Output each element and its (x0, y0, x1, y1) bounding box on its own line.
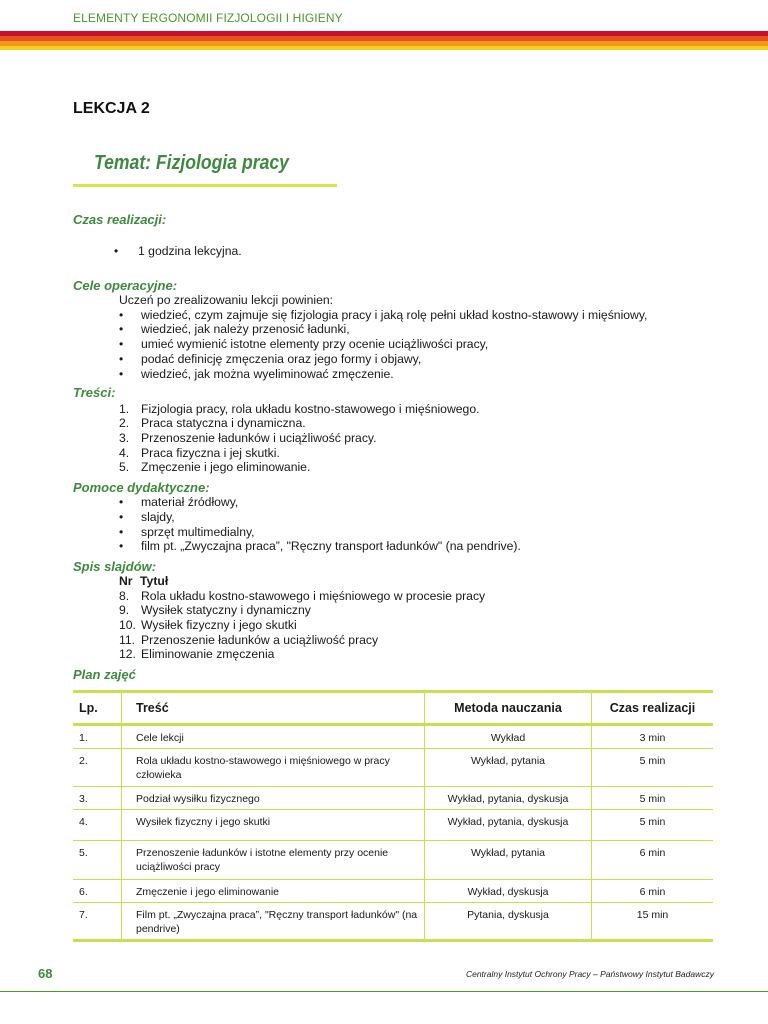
lesson-number: LEKCJA 2 (73, 100, 150, 117)
cell-lp: 6. (79, 886, 88, 898)
section-heading-tresci: Treści: (73, 385, 116, 400)
cell-czas: 3 min (592, 725, 714, 749)
table-row (73, 903, 713, 941)
cele-intro: Uczeń po zrealizowaniu lekcji powinien: (119, 293, 334, 307)
table-row (73, 810, 713, 841)
cell-metoda: Wykład, dyskusja (425, 880, 592, 903)
cell-tresc: Wysiłek fizyczny i jego skutki (122, 810, 425, 841)
section-heading-czas: Czas realizacji: (73, 212, 167, 227)
cell-tresc: Film pt. „Zwyczajna praca”, "Ręczny transport ładunków" (na pendrive) (122, 903, 425, 941)
col-header-lp: Lp. (79, 701, 98, 715)
cell-metoda: Wykład, pytania, dyskusja (425, 810, 592, 841)
footer-rule (0, 991, 768, 992)
list-number: 2. (119, 416, 130, 430)
cell-czas: 6 min (592, 841, 714, 880)
list-item: Wysiłek statyczny i dynamiczny (141, 603, 311, 617)
list-item: Fizjologia pracy, rola układu kostno-stawowego i mięśniowego. (141, 402, 480, 416)
table-row (73, 725, 713, 749)
cell-lp: 7. (79, 909, 88, 921)
slides-col-nr: Nr (119, 574, 133, 588)
cell-tresc: Rola układu kostno-stawowego i mięśniowego w pracy człowieka (122, 749, 425, 787)
bullet: • (119, 352, 124, 366)
footer-institution: Centralny Instytut Ochrony Pracy – Państwowy Instytut Badawczy (465, 969, 714, 979)
list-item: slajdy, (141, 510, 175, 524)
list-number: 5. (119, 460, 130, 474)
table-row (73, 787, 713, 810)
cell-tresc: Podział wysiłku fizycznego (122, 787, 425, 810)
section-heading-plan: Plan zajęć (73, 667, 136, 682)
table-row (73, 749, 713, 787)
running-header-title: ELEMENTY ERGONOMII FIZJOLOGII I HIGIENY (73, 11, 343, 25)
section-heading-slajdy: Spis slajdów: (73, 559, 157, 574)
cell-lp: 3. (79, 793, 88, 805)
cell-lp: 2. (79, 755, 88, 767)
bullet: • (119, 367, 124, 381)
list-item: wiedzieć, jak można wyeliminować zmęczenie. (141, 367, 394, 381)
bullet: • (119, 308, 124, 322)
list-item: Przenoszenie ładunków i uciążliwość pracy. (141, 431, 377, 445)
section-heading-cele: Cele operacyjne: (73, 278, 178, 293)
slides-col-title: Tytuł (140, 574, 169, 588)
list-item: wiedzieć, czym zajmuje się fizjologia pracy i jaką rolę pełni układ kostno-stawowy i mięśniowy, (141, 308, 648, 322)
cell-lp: 5. (79, 847, 88, 859)
cell-czas: 5 min (592, 787, 714, 810)
cell-metoda: Wykład, pytania, dyskusja (425, 787, 592, 810)
cell-tresc: Przenoszenie ładunków i istotne elementy przy ocenie uciążliwości pracy (122, 841, 425, 880)
header-stripe-yellow (0, 46, 768, 50)
list-number: 4. (119, 446, 130, 460)
cell-metoda: Wykład, pytania (425, 749, 592, 787)
cell-czas: 5 min (592, 749, 714, 787)
list-item: sprzęt multimedialny, (141, 525, 255, 539)
bullet: • (119, 495, 124, 509)
cell-czas: 6 min (592, 880, 714, 903)
list-number: 9. (119, 603, 130, 617)
bullet: • (119, 322, 124, 336)
col-header-tresc: Treść (122, 692, 425, 725)
list-item: film pt. „Zwyczajna praca”, "Ręczny transport ładunków" (na pendrive). (141, 539, 521, 553)
list-item: Praca fizyczna i jej skutki. (141, 446, 280, 460)
section-heading-pomoce: Pomoce dydaktyczne: (73, 480, 210, 495)
cell-lp: 4. (79, 816, 88, 828)
list-number: 8. (119, 589, 130, 603)
bullet: • (114, 244, 119, 258)
list-item: Eliminowanie zmęczenia (141, 647, 275, 661)
cell-tresc: Zmęczenie i jego eliminowanie (122, 880, 425, 903)
list-item: materiał źródłowy, (141, 495, 239, 509)
list-number: 10. (119, 618, 136, 632)
list-number: 3. (119, 431, 130, 445)
list-item: Wysiłek fizyczny i jego skutki (141, 618, 297, 632)
list-number: 1. (119, 402, 130, 416)
list-item: Przenoszenie ładunków a uciążliwość pracy (141, 633, 379, 647)
list-number: 12. (119, 647, 136, 661)
list-item: Praca statyczna i dynamiczna. (141, 416, 306, 430)
list-item: umieć wymienić istotne elementy przy ocenie uciążliwości pracy, (141, 337, 489, 351)
list-item: podać definicję zmęczenia oraz jego formy i objawy, (141, 352, 422, 366)
list-item: Zmęczenie i jego eliminowanie. (141, 460, 311, 474)
col-header-metoda: Metoda nauczania (425, 692, 592, 725)
list-number: 11. (119, 633, 136, 647)
cell-metoda: Wykład (425, 725, 592, 749)
cell-metoda: Wykład, pytania (425, 841, 592, 880)
table-row (73, 880, 713, 903)
list-item: wiedzieć, jak należy przenosić ładunki, (141, 322, 350, 336)
cell-czas: 5 min (592, 810, 714, 841)
bullet: • (119, 510, 124, 524)
list-item: 1 godzina lekcyjna. (138, 244, 242, 258)
bullet: • (119, 539, 124, 553)
col-header-czas: Czas realizacji (592, 692, 714, 725)
cell-metoda: Pytania, dyskusja (425, 903, 592, 941)
topic-underline (73, 184, 337, 187)
table-row (73, 841, 713, 880)
lesson-topic: Temat: Fizjologia pracy (94, 152, 289, 174)
cell-lp: 1. (79, 732, 88, 744)
cell-czas: 15 min (592, 903, 714, 941)
cell-tresc: Cele lekcji (122, 725, 425, 749)
lesson-plan-table (73, 690, 713, 942)
bullet: • (119, 525, 124, 539)
list-item: Rola układu kostno-stawowego i mięśniowego w procesie pracy (141, 589, 486, 603)
bullet: • (119, 337, 124, 351)
table-header-row (73, 692, 713, 725)
page-number: 68 (38, 966, 53, 981)
